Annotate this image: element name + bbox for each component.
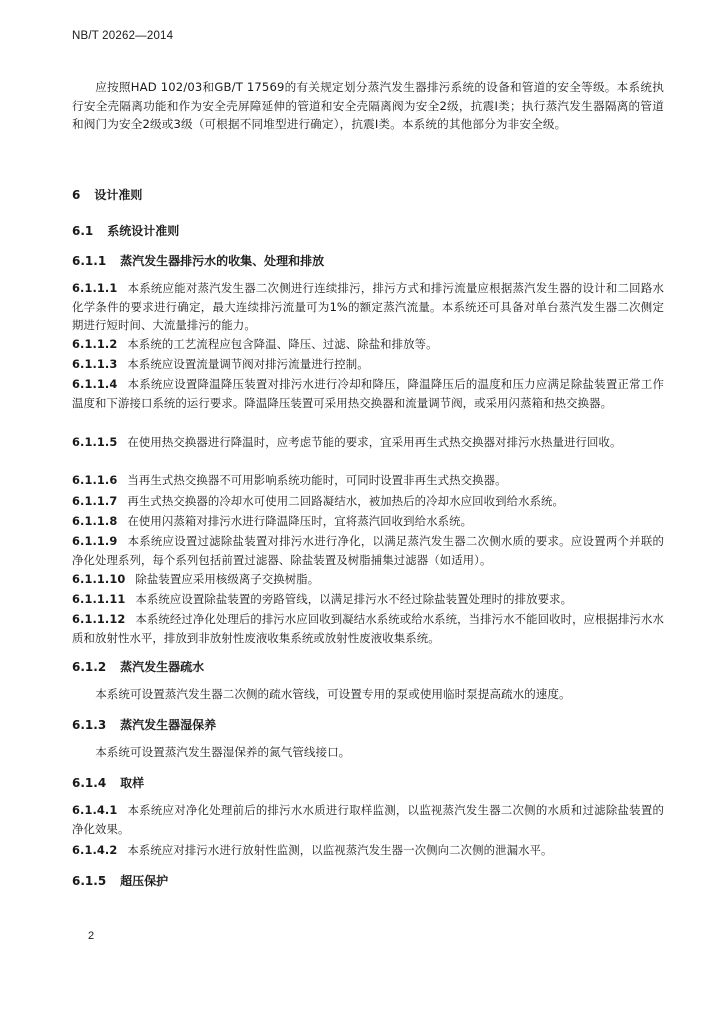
- clause-6-1-1-8: 6.1.1.8 在使用闪蒸箱对排污水进行降温降压时，宜将蒸汽回收到给水系统。: [72, 514, 473, 528]
- standard-code: NB/T 20262—2014: [72, 30, 174, 42]
- section-heading-6-1-4: [72, 774, 144, 791]
- section-heading-6-1-1: [72, 252, 324, 269]
- section-title: 取样: [120, 776, 145, 790]
- clause-6-1-1-11: 6.1.1.11 本系统应设置除盐装置的旁路管线，以满足排污水不经过除盐装置处理时的排放要求。: [72, 592, 573, 606]
- clause-6-1-1-1: 6.1.1.1 本系统应能对蒸汽发生器二次侧进行连续排污，排污方式和排污流量应根据蒸汽发生器的设计和二回路水化学条件的要求进行确定，最大连续排污流量可为1%的额定蒸汽流量。本系统还可具备对单台蒸汽发生器二次侧定期进行短时间、大流量排污的能力。: [72, 281, 664, 332]
- clause-6-1-4-1: 6.1.4.1 本系统应对净化处理前后的排污水水质进行取样监测，以监视蒸汽发生器二次侧的水质和过滤除盐装置的净化效果。: [72, 803, 664, 836]
- section-number: 6.1.1: [72, 254, 107, 268]
- clause-6-1-1-9: 6.1.1.9 本系统应设置过滤除盐装置对排污水进行净化，以满足蒸汽发生器二次侧水质的要求。应设置两个并联的净化处理系列，每个系列包括前置过滤器、除盐装置及树脂捕集过滤器（如适用）。: [72, 534, 664, 567]
- section-number: 6: [72, 188, 81, 202]
- clause-6-1-1-4: 6.1.1.4 本系统应设置降温降压装置对排污水进行冷却和降压，降温降压后的温度和压力应满足除盐装置正常工作温度和下游接口系统的运行要求。降温降压装置可采用热交换器和流量调节阀，或采用闪蒸箱和热交换器。: [72, 377, 664, 410]
- section-number: 6.1.2: [72, 660, 107, 674]
- section-title: 系统设计准则: [107, 224, 180, 238]
- clause-6-1-1-6: 6.1.1.6 当再生式热交换器不可用影响系统功能时，可同时设置非再生式热交换器。: [72, 473, 507, 487]
- section-number: 6.1.4: [72, 776, 107, 790]
- section-title: 蒸汽发生器湿保养: [120, 718, 217, 732]
- section-heading-6-1-3: [72, 716, 216, 733]
- section-title: 蒸汽发生器排污水的收集、处理和排放: [120, 254, 325, 268]
- clause-6-1-1-12: 6.1.1.12 本系统经过净化处理后的排污水应回收到凝结水系统或给水系统，当排污水不能回收时，应根据排污水水质和放射性水平，排放到非放射性废液收集系统或放射性废液收集系统。: [72, 612, 664, 645]
- section-title: 超压保护: [120, 874, 169, 888]
- section-heading-6-1-5: [72, 872, 168, 889]
- section-title: 设计准则: [94, 188, 143, 202]
- section-title: 蒸汽发生器疏水: [120, 660, 205, 674]
- section-number: 6.1: [72, 224, 94, 238]
- clause-6-1-1-10: 6.1.1.10 除盐装置应采用核级离子交换树脂。: [72, 572, 320, 586]
- section-6-1-3-text: 本系统可设置蒸汽发生器湿保养的氮气管线接口。: [95, 745, 351, 759]
- section-heading-6: [72, 186, 142, 203]
- section-6-1-2-text: 本系统可设置蒸汽发生器二次侧的疏水管线，可设置专用的泵或使用临时泵提高疏水的速度。: [95, 687, 571, 701]
- clause-6-1-1-3: 6.1.1.3 本系统应设置流量调节阀对排污流量进行控制。: [72, 357, 369, 371]
- section-number: 6.1.3: [72, 718, 107, 732]
- section-heading-6-1-2: [72, 658, 204, 675]
- section-heading-6-1: [72, 222, 179, 239]
- intro-paragraph: 应按照HAD 102/03和GB/T 17569的有关规定划分蒸汽发生器排污系统的设备和管道的安全等级。本系统执行安全壳隔离功能和作为安全壳屏障延伸的管道和安全壳隔离阀为安全2级，抗震I类；执行蒸汽发生器隔离的管道和阀门为安全2级或3级（可根据不同堆型进行确定），抗震I类。本系统的其他部分为非安全级。: [72, 80, 664, 131]
- page-number: 2: [88, 930, 95, 942]
- section-number: 6.1.5: [72, 874, 107, 888]
- clause-6-1-4-2: 6.1.4.2 本系统应对排污水进行放射性监测，以监视蒸汽发生器一次侧向二次侧的泄漏水平。: [72, 843, 553, 857]
- clause-6-1-1-2: 6.1.1.2 本系统的工艺流程应包含降温、降压、过滤、除盐和排放等。: [72, 337, 438, 351]
- clause-6-1-1-7: 6.1.1.7 再生式热交换器的冷却水可使用二回路凝结水，被加热后的冷却水应回收到给水系统。: [72, 494, 565, 508]
- clause-6-1-1-5: 6.1.1.5 在使用热交换器进行降温时，应考虑节能的要求，宜采用再生式热交换器对排污水热量进行回收。: [72, 435, 622, 449]
